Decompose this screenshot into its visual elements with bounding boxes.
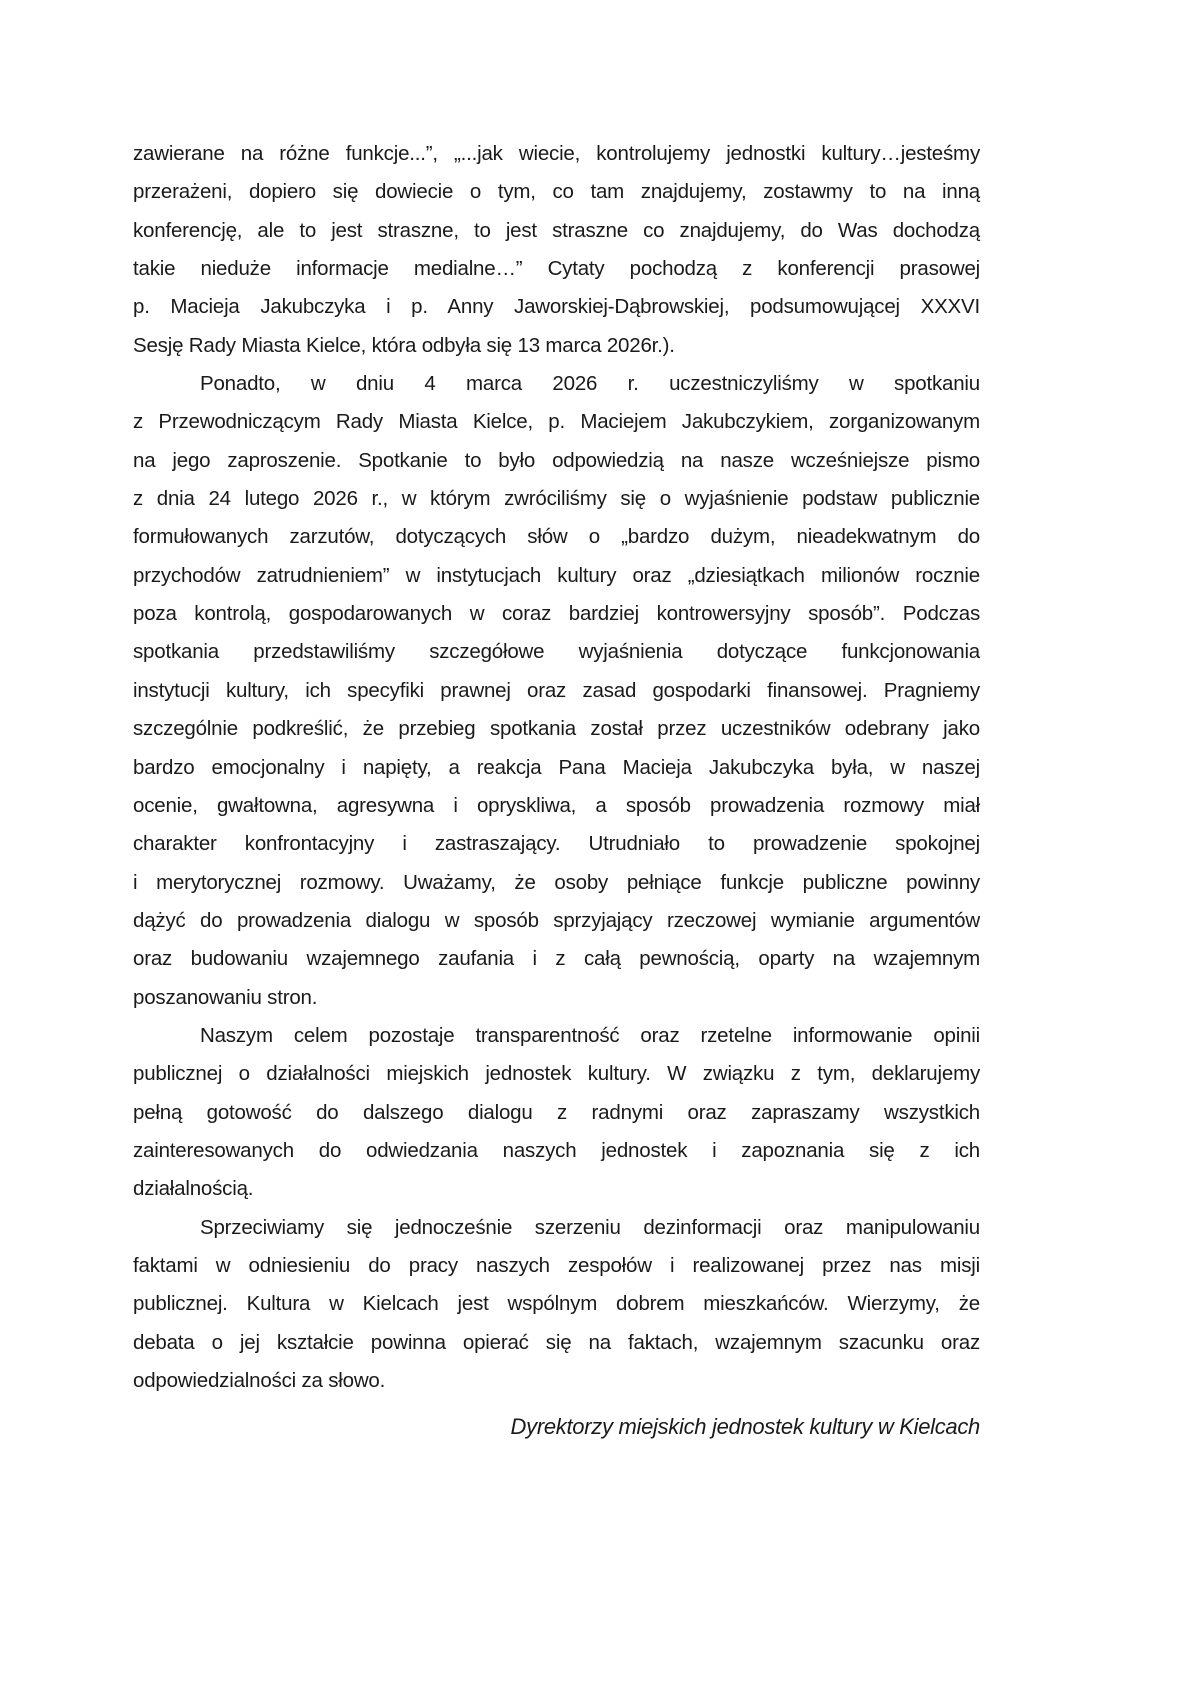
text-line: poza kontrolą, gospodarowanych w coraz bardziej kontrowersyjny sposób”. Podczas xyxy=(133,602,980,626)
text-line: Ponadto, w dniu 4 marca 2026 r. uczestniczyliśmy w spotkaniu xyxy=(200,372,980,396)
text-line: poszanowaniu stron. xyxy=(133,985,318,1009)
text-line: szczególnie podkreślić, że przebieg spotkania został przez uczestników odebrany jako xyxy=(133,717,980,741)
text-line: faktami w odniesieniu do pracy naszych zespołów i realizowanej przez nas misji xyxy=(133,1253,980,1277)
text-line: charakter konfrontacyjny i zastraszający. Utrudniało to prowadzenie spokojnej xyxy=(133,832,980,856)
text-line: debata o jej kształcie powinna opierać się na faktach, wzajemnym szacunku oraz xyxy=(133,1330,980,1354)
paragraph xyxy=(133,135,980,365)
text-line: przerażeni, dopiero się dowiecie o tym, co tam znajdujemy, zostawmy to na inną xyxy=(133,180,980,204)
paragraph xyxy=(133,365,980,1017)
text-line: takie nieduże informacje medialne…” Cytaty pochodzą z konferencji prasowej xyxy=(133,257,980,281)
text-line: i merytorycznej rozmowy. Uważamy, że osoby pełniące funkcje publiczne powinny xyxy=(133,870,980,894)
text-line: ocenie, gwałtowna, agresywna i opryskliwa, a sposób prowadzenia rozmowy miał xyxy=(133,793,980,817)
document-body xyxy=(133,135,980,1400)
text-line: pełną gotowość do dalszego dialogu z radnymi oraz zapraszamy wszystkich xyxy=(133,1100,980,1124)
text-line: z dnia 24 lutego 2026 r., w którym zwróciliśmy się o wyjaśnienie podstaw publicznie xyxy=(133,487,980,511)
text-line: konferencję, ale to jest straszne, to jest straszne co znajdujemy, do Was dochodzą xyxy=(133,218,980,242)
text-line: przychodów zatrudnieniem” w instytucjach kultury oraz „dziesiątkach milionów rocznie xyxy=(133,563,980,587)
text-line: zawierane na różne funkcje...”, „...jak wiecie, kontrolujemy jednostki kultury…jesteśmy xyxy=(133,142,980,165)
text-line: formułowanych zarzutów, dotyczących słów o „bardzo dużym, nieadekwatnym do xyxy=(133,525,980,549)
text-line: dążyć do prowadzenia dialogu w sposób sprzyjający rzeczowej wymianie argumentów xyxy=(133,908,980,932)
paragraph xyxy=(133,1017,980,1209)
text-line: publicznej. Kultura w Kielcach jest wspólnym dobrem mieszkańców. Wierzymy, że xyxy=(133,1292,980,1316)
text-line: zainteresowanych do odwiedzania naszych jednostek i zapoznania się z ich xyxy=(133,1138,980,1162)
paragraph xyxy=(133,1209,980,1401)
text-line: Sesję Rady Miasta Kielce, która odbyła się 13 marca 2026r.). xyxy=(133,333,675,357)
text-line: instytucji kultury, ich specyfiki prawnej oraz zasad gospodarki finansowej. Pragniemy xyxy=(133,678,980,702)
text-line: z Przewodniczącym Rady Miasta Kielce, p. Maciejem Jakubczykiem, zorganizowanym xyxy=(133,410,980,434)
text-line: na jego zaproszenie. Spotkanie to było odpowiedzią na nasze wcześniejsze pismo xyxy=(133,448,980,472)
text-line: Sprzeciwiamy się jednocześnie szerzeniu dezinformacji oraz manipulowaniu xyxy=(200,1215,980,1239)
text-line: spotkania przedstawiliśmy szczegółowe wyjaśnienia dotyczące funkcjonowania xyxy=(133,640,980,664)
text-line: odpowiedzialności za słowo. xyxy=(133,1369,386,1392)
text-line: działalnością. xyxy=(133,1177,254,1201)
text-line: bardzo emocjonalny i napięty, a reakcja Pana Macieja Jakubczyka była, w naszej xyxy=(133,755,980,779)
text-line: publicznej o działalności miejskich jednostek kultury. W związku z tym, deklarujemy xyxy=(133,1062,980,1086)
text-line: Naszym celem pozostaje transparentność oraz rzetelne informowanie opinii xyxy=(200,1023,980,1047)
text-line: p. Macieja Jakubczyka i p. Anny Jaworskiej-Dąbrowskiej, podsumowującej XXXVI xyxy=(133,295,980,319)
signature: Dyrektorzy miejskich jednostek kultury w Kielcach xyxy=(510,1414,980,1439)
text-line: oraz budowaniu wzajemnego zaufania i z całą pewnością, oparty na wzajemnym xyxy=(133,947,980,971)
